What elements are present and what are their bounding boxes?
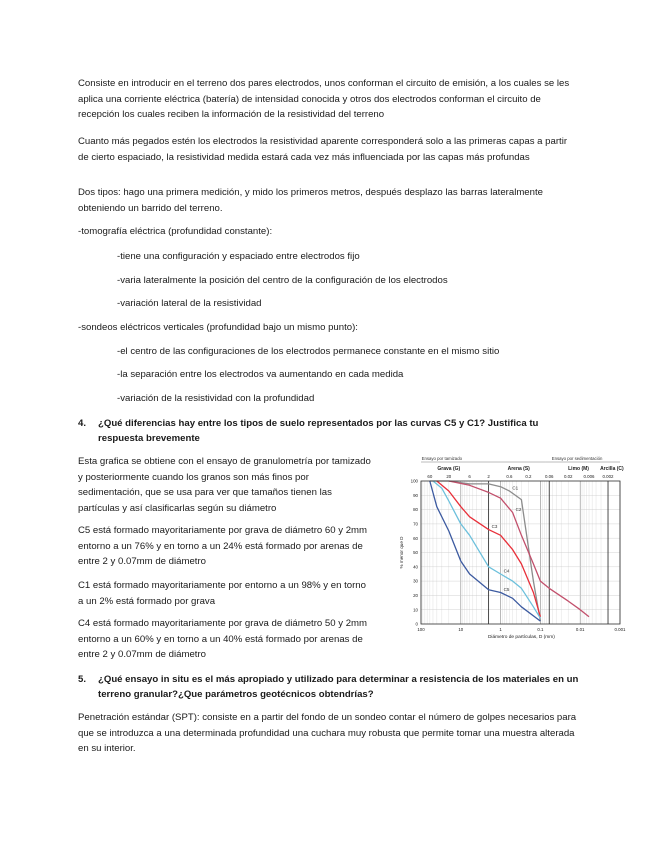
sev-item: -el centro de las configuraciones de los electrodos permanece constante en el mismo sitio [117,346,500,357]
curve-label-c2: C2 [515,506,522,512]
x-tick-label: 100 [417,627,425,632]
answer-5: Penetración estándar (SPT): consiste en a partir del fondo de un sondeo contar el número de golpes necesarios para que se introduzca a una determinada profundidad una cuchara muy robusta que permite tomar una muestra alterada en su interior. [78,712,577,755]
top-tick-label: 6 [468,474,471,479]
x-tick-label: 1 [499,627,502,632]
granulometry-chart [396,454,626,640]
top-tick-label: 0.06 [544,474,554,479]
y-tick-label: 80 [413,507,418,513]
x-tick-label: 0.1 [537,627,544,632]
tomography-item: -varia lateralmente la posición del centro de la configuración de los electrodos [117,275,448,286]
chart-label-grava: Grava (G) [437,466,461,472]
chart-label-tamizado: Ensayo por tamizado [421,456,462,461]
top-tick-label: 60 [427,474,433,479]
top-tick-label: 0.002 [602,474,614,479]
y-axis-title: % menor que D [399,536,404,569]
tomography-item: -variación lateral de la resistividad [117,298,262,309]
curve-label-c4: C4 [503,568,510,574]
y-tick-label: 100 [410,478,418,484]
chart-label-sedimentacion: Ensayo por sedimentación [551,456,603,461]
x-tick-label: 0.01 [575,627,585,632]
sev-item: -la separación entre los electrodos va aumentando en cada medida [117,369,404,380]
question-text: ¿Qué ensayo in situ es el más apropiado y utilizado para determinar a resistencia de los materiales en un terreno granular?¿Que parámetros geotécnicos obtendrías? [98,674,579,700]
curve-label-c3: C3 [491,524,498,530]
curve-label-c1: C1 [512,485,519,491]
y-tick-label: 50 [413,550,418,556]
x-tick-label: 0.001 [614,627,626,632]
top-tick-label: 0.6 [506,474,513,479]
x-axis-title: Diámetro de partículas, D (mm) [487,635,555,640]
x-tick-label: 10 [458,627,464,632]
top-tick-label: 20 [446,474,452,479]
y-tick-label: 40 [413,564,418,570]
tomography-heading: -tomografía eléctrica (profundidad constante): [78,226,273,237]
top-tick-label: 0.006 [583,474,595,479]
sev-heading: -sondeos eléctricos verticales (profundidad bajo un mismo punto): [78,322,358,333]
top-tick-label: 2 [487,474,490,479]
answer-4-c4: C4 está formado mayoritariamente por grava de diámetro 50 y 2mm entorno a un 60% y en torno a un 40% está formado por arenas de entre 2 y 0.07mm de diámetro [78,618,368,661]
question-number: 4. [78,418,87,429]
answer-4-c1: C1 está formado mayoritariamente por entorno a un 98% y en torno a un 2% está formado por grava [78,580,366,607]
top-tick-label: 0.2 [525,474,532,479]
answer-4-c5: C5 está formado mayoritariamente por grava de diámetro 60 y 2mm entorno a un 76% y en torno a un 24% está formado por arenas de entre 2 y 0.07mm de diámetro [78,525,368,568]
paragraph-emission: Consiste en introducir en el terreno dos pares electrodos, unos conforman el circuito de emisión, a los cuales se les aplica una corriente eléctrica (batería) de intensidad conocida y otros dos electrodos conforman el circuito de recepción los cuales reciben la información de la resistividad del terreno [78,78,570,121]
tomography-item: -tiene una configuración y espaciado entre electrodos fijo [117,251,360,262]
chart-label-arena: Arena (S) [507,466,530,472]
y-tick-label: 30 [413,578,418,584]
top-tick-label: 0.02 [563,474,573,479]
chart-label-arcilla: Arcilla (C) [600,466,624,472]
question-text: ¿Qué diferencias hay entre los tipos de suelo representados por las curvas C5 y C1? Justifica tu respuesta brevemente [98,418,539,444]
y-tick-label: 0 [415,621,418,627]
y-tick-label: 70 [413,521,418,527]
question-number: 5. [78,674,87,685]
y-tick-label: 90 [413,492,418,498]
paragraph-electrode-spacing: Cuanto más pegados estén los electrodos la resistividad aparente corresponderá solo a las primeras capas a partir de cierto espaciado, la resistividad medida estará cada vez más influenciada por las capas más profundas [78,136,568,163]
y-tick-label: 20 [413,593,418,598]
paragraph-two-types: Dos tipos: hago una primera medición, y mido los primeros metros, después desplazo las barras lateralmente obteniendo un barrido del terreno. [78,187,543,214]
curve-label-c5: C5 [503,587,510,593]
answer-4-intro: Esta grafica se obtiene con el ensayo de granulometría por tamizado y posteriormente cuando los granos son más finos por sedimentación, que se usa para ver que tamaños tienen las partículas y así clasificarlas según su diámetro [78,456,371,514]
chart-label-limo: Limo (M) [568,466,589,472]
y-tick-label: 10 [413,607,418,613]
y-tick-label: 60 [413,535,418,541]
sev-item: -variación de la resistividad con la profundidad [117,393,315,404]
